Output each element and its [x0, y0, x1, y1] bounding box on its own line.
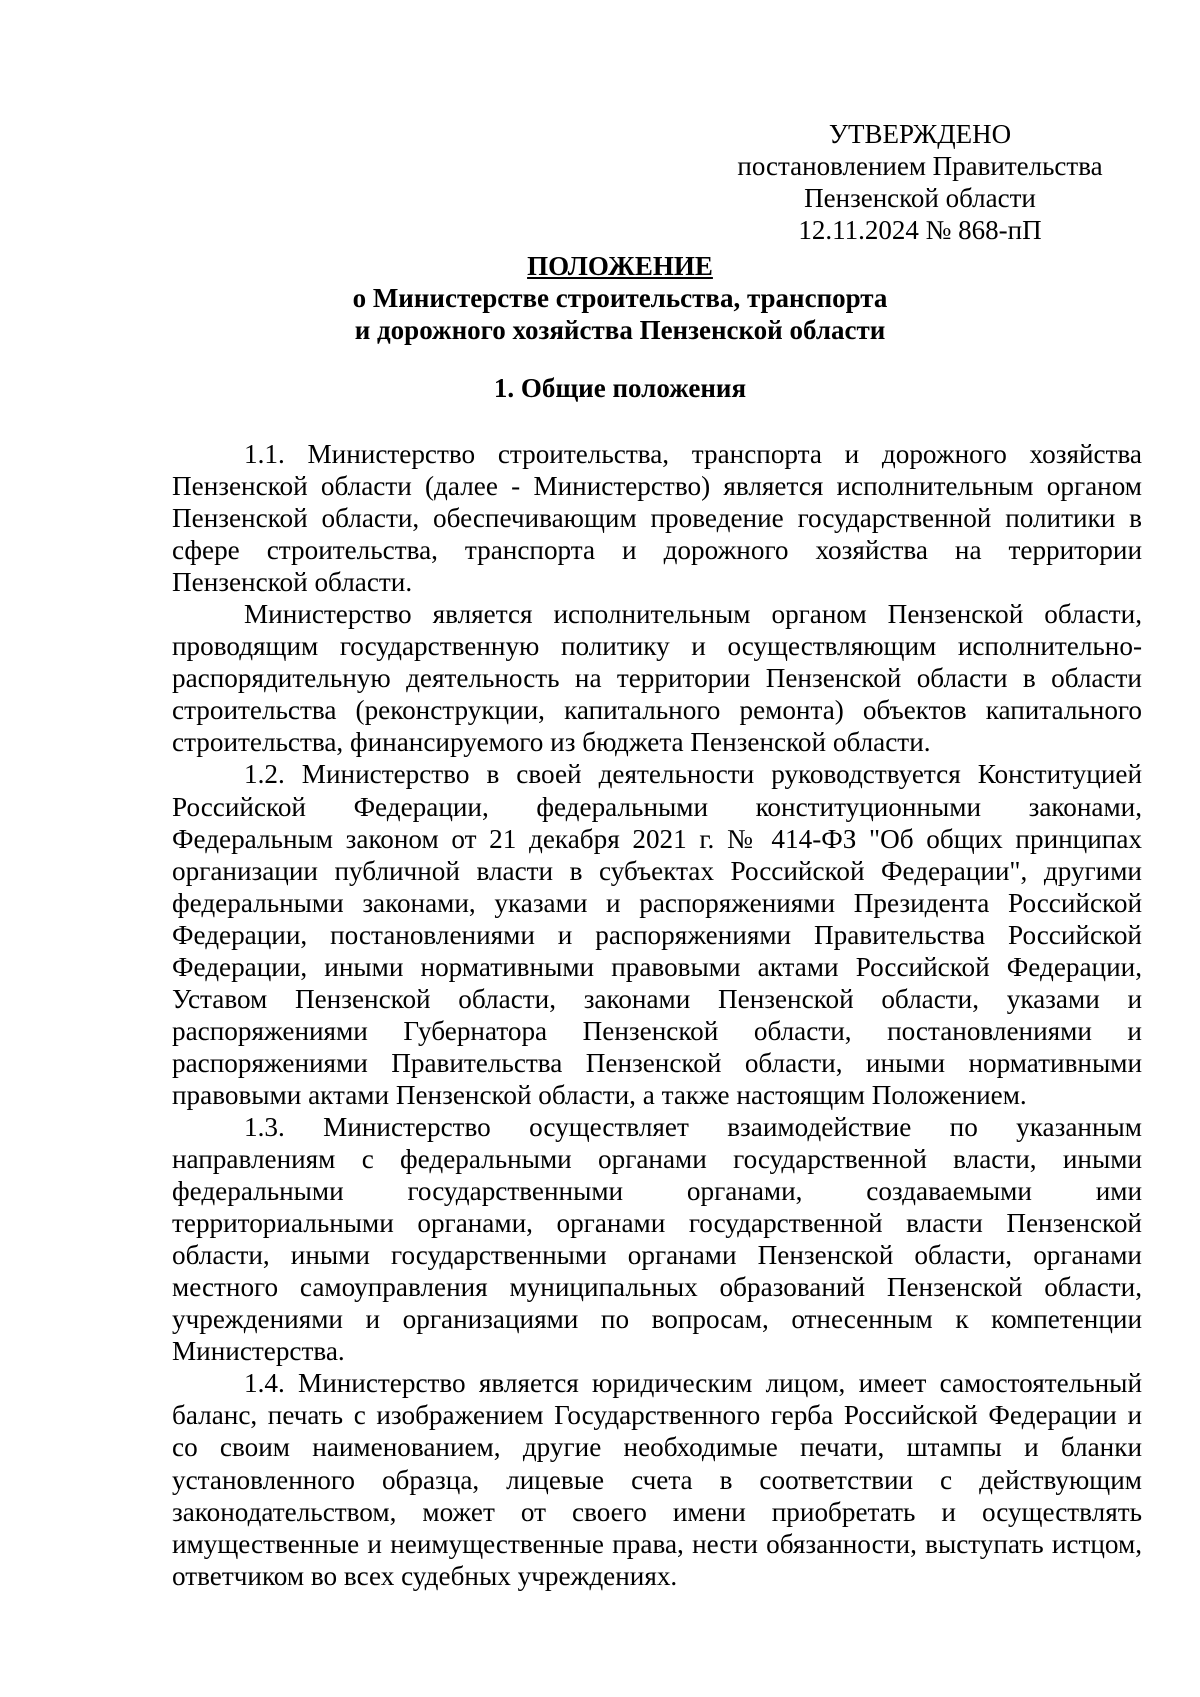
document-title-block [170, 250, 1070, 346]
paragraph-1-2: 1.2. Министерство в своей деятельности руководствуется Конституцией Российской Федерации, федеральными конституционными законами, Федеральным законом от 21 декабря 2021 г. № 414-ФЗ "Об общих принципах организации публичной власти в субъектах Российской Федерации", другими федеральными законами, указами и распоряжениями Президента Российской Федерации, постановлениями и распоряжениями Правительства Российской Федерации, иными нормативными правовыми актами Российской Федерации, Уставом Пензенской области, законами Пензенской области, указами и распоряжениями Губернатора Пензенской области, постановлениями и распоряжениями Правительства Пензенской области, иными нормативными правовыми актами Пензенской области, а также настоящим Положением. [172, 759, 1142, 1110]
approval-stamp [700, 118, 1140, 246]
paragraph-1-3: 1.3. Министерство осуществляет взаимодействие по указанным направлениям с федеральными органами государственной власти, иными федеральными государственными органами, создаваемыми ими территориальными органами, органами государственной власти Пензенской области, иными государственными органами Пензенской области, органами местного самоуправления муниципальных образований Пензенской области, учреждениями и организациями по вопросам, отнесенным к компетенции Министерства. [172, 1111, 1142, 1367]
section-heading: 1. Общие положения [493, 373, 747, 403]
document-title: ПОЛОЖЕНИЕ [527, 251, 713, 281]
section-body [172, 438, 1142, 1592]
document-subtitle-line-1: о Министерстве строительства, транспорта [352, 283, 888, 313]
approval-region: Пензенской области [804, 183, 1036, 213]
approval-authority: постановлением Правительства [737, 151, 1103, 181]
paragraph-1-1: 1.1. Министерство строительства, транспорта и дорожного хозяйства Пензенской области (далее - Министерство) является исполнительным органом Пензенской области, обеспечивающим проведение государственной политики в сфере строительства, транспорта и дорожного хозяйства на территории Пензенской области. [172, 439, 1142, 598]
approval-label: УТВЕРЖДЕНО [828, 119, 1012, 149]
approval-date-number: 12.11.2024 № 868-пП [798, 215, 1042, 245]
document-subtitle-line-2: и дорожного хозяйства Пензенской области [354, 315, 886, 345]
paragraph-1-4: 1.4. Министерство является юридическим лицом, имеет самостоятельный баланс, печать с изображением Государственного герба Российской Федерации и со своим наименованием, другие необходимые печати, штампы и бланки установленного образца, лицевые счета в соответствии с действующим законодательством, может от своего имени приобретать и осуществлять имущественные и неимущественные права, нести обязанности, выступать истцом, ответчиком во всех судебных учреждениях. [172, 1368, 1142, 1591]
paragraph-1-1-continued: Министерство является исполнительным органом Пензенской области, проводящим государственную политику и осуществляющим исполнительно-распорядительную деятельность на территории Пензенской области в области строительства (реконструкции, капитального ремонта) объектов капитального строительства, финансируемого из бюджета Пензенской области. [172, 599, 1142, 758]
